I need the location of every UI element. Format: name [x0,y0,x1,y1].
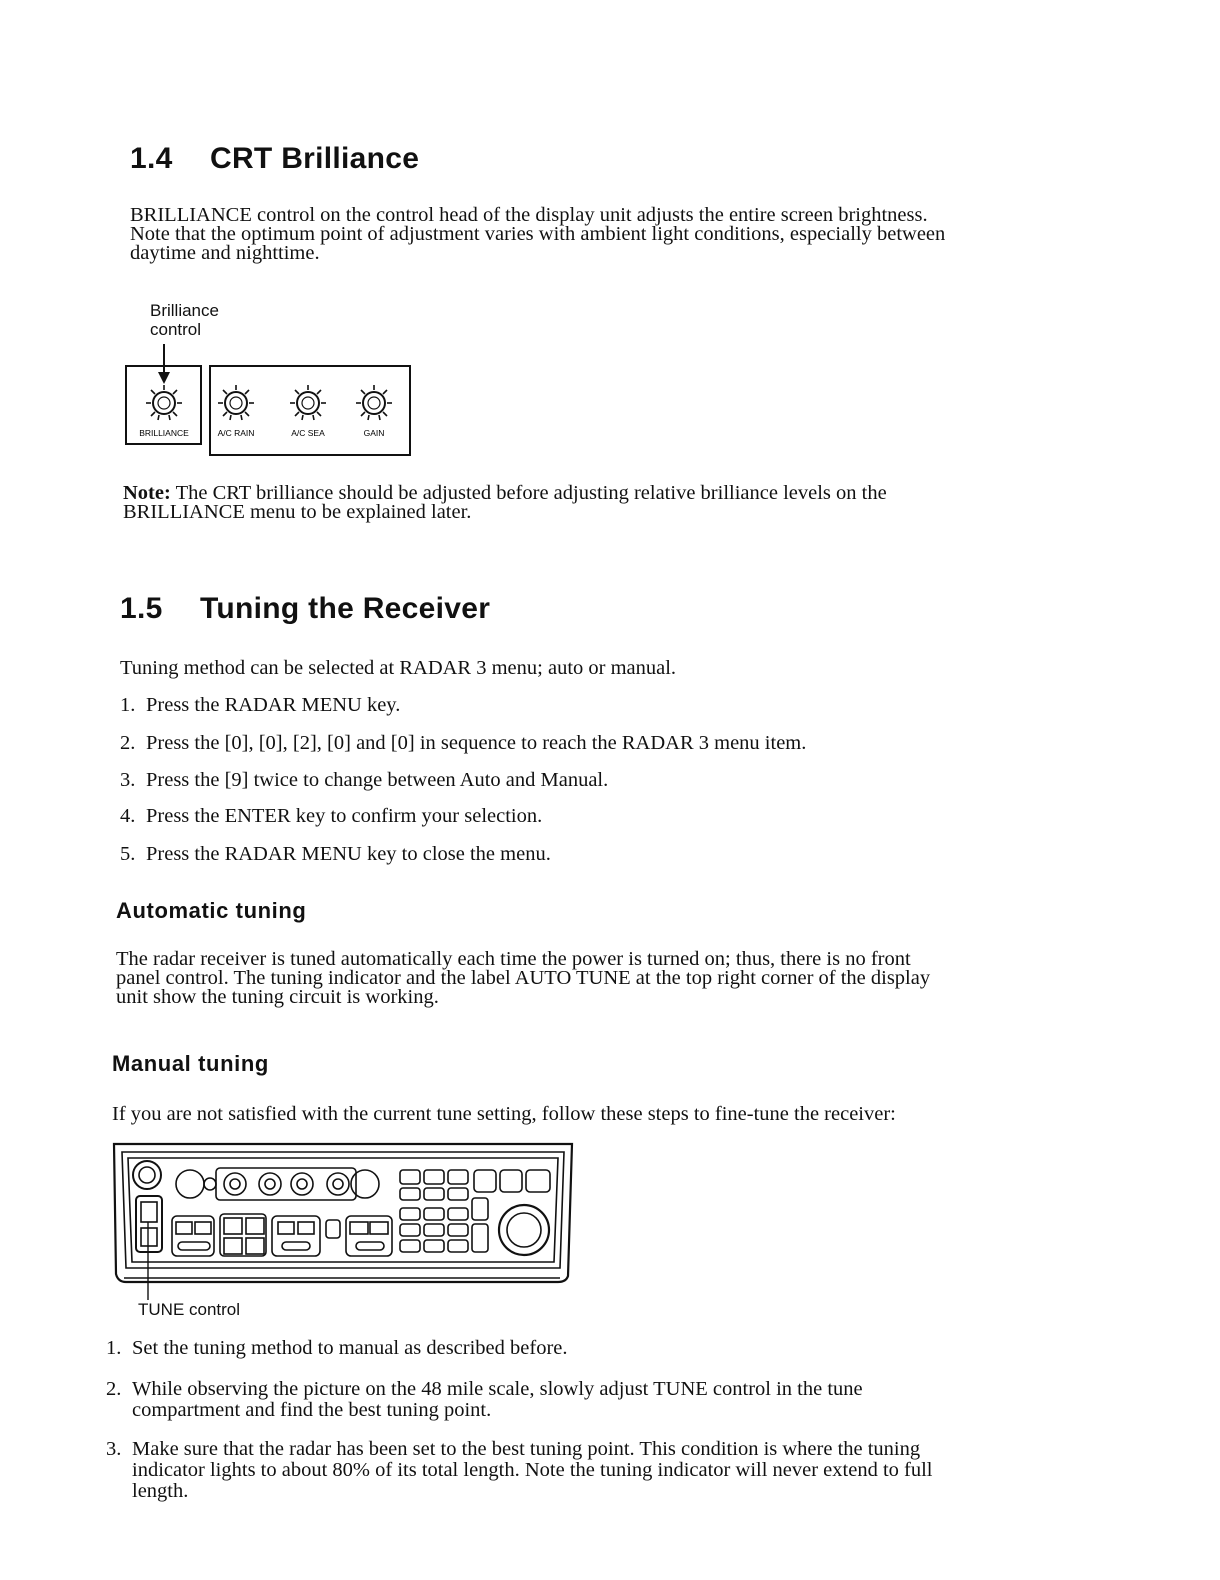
step-number: 2. [106,1378,122,1400]
gain-knob-icon [356,385,392,420]
note-label: Note: [123,482,171,504]
step-text: Press the RADAR MENU key. [146,694,401,716]
tuning-intro: Tuning method can be selected at RADAR 3 menu; auto or manual. [120,657,677,679]
caption-line: Brilliance [150,301,219,320]
note-line: BRILLIANCE menu to be explained later. [123,501,472,523]
step-text: Press the [9] twice to change between Auto and Manual. [146,769,609,791]
step-number: 3. [106,1438,122,1460]
note-text: The CRT brilliance should be adjusted before adjusting relative brilliance levels on the [170,482,887,504]
knob-label: BRILLIANCE [139,428,189,438]
paragraph-line: Note that the optimum point of adjustment varies with ambient light conditions, especially between [130,223,946,245]
knob-label: GAIN [363,428,385,438]
paragraph-line: The radar receiver is tuned automatically each time the power is turned on; thus, there is no front [116,948,911,970]
sea-knob-icon [290,385,326,420]
list-item [120,695,1080,716]
list-item [106,1439,1066,1502]
brilliance-paragraph [130,206,1080,263]
step-text-continued: indicator lights to about 80% of its total length. Note the tuning indicator will never extend to full [132,1459,933,1481]
knob-label: A/C RAIN [217,428,255,438]
subheading-automatic-tuning: Automatic tuning [116,898,307,923]
step-text: Press the [0], [0], [2], [0] and [0] in sequence to reach the RADAR 3 menu item. [146,732,807,754]
list-item [106,1379,1066,1421]
paragraph-line: daytime and nighttime. [130,242,320,264]
automatic-tuning-paragraph [116,950,1076,1007]
rain-knob-icon [218,385,254,420]
step-number: 3. [120,769,136,791]
step-text: Set the tuning method to manual as described before. [132,1337,568,1359]
brilliance-note [123,484,1113,522]
step-text: Make sure that the radar has been set to the best tuning point. This condition is where the tuning [132,1438,921,1460]
control-head-diagram [110,1138,580,1300]
subheading-manual-tuning: Manual tuning [112,1051,269,1076]
list-item [120,770,1080,791]
paragraph-line: panel control. The tuning indicator and the label AUTO TUNE at the top right corner of the display [116,967,931,989]
section-number: 1.5 [120,592,163,625]
brilliance-knob-panel-diagram [120,340,420,462]
knob-label: A/C SEA [291,428,325,438]
list-item [120,733,1080,754]
caption-line: control [150,320,202,339]
section-title: CRT Brilliance [210,142,420,175]
list-item [120,844,1080,865]
section-heading-1-5 [120,592,490,626]
tune-control-caption: TUNE control [138,1300,241,1319]
brilliance-knob-icon [146,385,182,420]
section-title: Tuning the Receiver [200,592,491,625]
step-number: 2. [120,732,136,754]
step-text: While observing the picture on the 48 mile scale, slowly adjust TUNE control in the tune [132,1378,863,1400]
step-text: Press the ENTER key to confirm your selection. [146,805,543,827]
list-item [120,806,1080,827]
paragraph-line: BRILLIANCE control on the control head of the display unit adjusts the entire screen brightness. [130,204,928,226]
step-number: 1. [106,1337,122,1359]
step-text-continued: compartment and find the best tuning point. [132,1399,492,1421]
step-text-continued: length. [132,1480,189,1502]
step-number: 1. [120,694,136,716]
section-number: 1.4 [130,142,173,175]
brilliance-control-caption [150,301,219,339]
step-text: Press the RADAR MENU key to close the menu. [146,843,551,865]
section-heading-1-4 [130,142,419,176]
manual-tuning-intro: If you are not satisfied with the current tune setting, follow these steps to fine-tune the receiver: [112,1103,896,1125]
gain-group-box [210,366,410,455]
step-number: 5. [120,843,136,865]
list-item [106,1338,1066,1359]
paragraph-line: unit show the tuning circuit is working. [116,986,439,1008]
step-number: 4. [120,805,136,827]
